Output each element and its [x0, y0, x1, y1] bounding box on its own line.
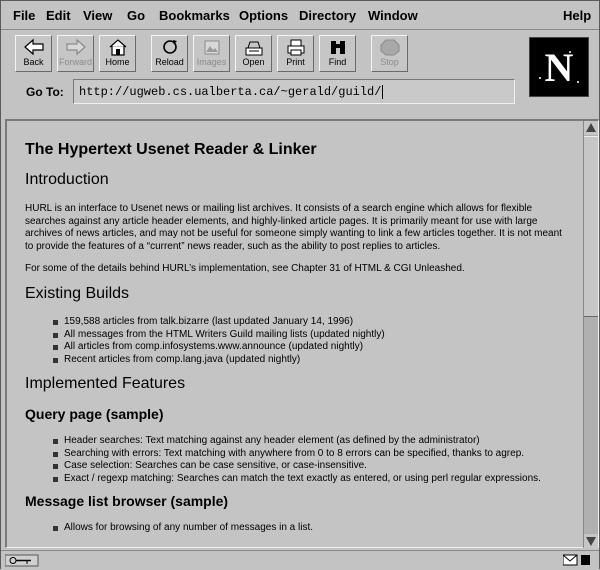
print-button[interactable] [277, 35, 314, 72]
list-item: Searching with errors: Text matching with anywhere from 0 to 8 errors can be specified, thanks to agrep. [25, 448, 541, 461]
list-item: Header searches: Text matching against any header element (as defined by the administrator) [25, 435, 541, 448]
list-item: Case selection: Searches can be case sensitive, or case-insensitive. [25, 460, 541, 473]
builds-list [25, 316, 385, 366]
reload-button[interactable] [151, 35, 188, 72]
scrollbar-thumb[interactable] [584, 136, 598, 317]
menu-help[interactable]: Help [563, 8, 592, 23]
heading-message-list-browser[interactable]: Message list browser (sample) [25, 493, 229, 509]
heading-implemented-features: Implemented Features [25, 375, 186, 392]
open-label: Open [242, 57, 265, 67]
forward-button[interactable] [57, 35, 94, 72]
printer-icon [285, 38, 307, 56]
heading-existing-builds: Existing Builds [25, 285, 130, 302]
build-item-www-announce[interactable]: All articles from comp.infosystems.www.announce (updated nightly) [25, 341, 385, 354]
images-icon [201, 38, 223, 56]
netscape-logo[interactable] [529, 37, 589, 97]
home-label: Home [105, 57, 130, 67]
query-features-list [25, 435, 541, 485]
menu-options[interactable]: Options [239, 8, 289, 23]
scroll-up-arrow-icon [584, 121, 598, 135]
status-bar [1, 550, 599, 570]
msglist-features-list [25, 522, 313, 535]
back-button[interactable] [15, 35, 52, 72]
print-label: Print [286, 57, 305, 67]
menu-window[interactable]: Window [368, 8, 418, 23]
home-icon [107, 38, 129, 56]
menu-view[interactable]: View [83, 8, 113, 23]
page-title: The Hypertext Usenet Reader & Linker [25, 141, 317, 158]
intro-paragraph-2: For some of the details behind HURL’s implementation, see Chapter 31 of HTML & CGI Unleashed. [25, 263, 465, 274]
list-item: Allows for browsing of any number of messages in a list. [25, 522, 313, 535]
scroll-down-button[interactable] [584, 534, 598, 548]
menu-bar [1, 1, 599, 30]
back-arrow-icon [23, 38, 45, 56]
build-item-talk-bizarre[interactable]: 159,588 articles from talk.bizarre (last updated January 14, 1996) [25, 316, 385, 329]
heading-query-page[interactable]: Query page (sample) [25, 406, 164, 422]
images-button[interactable] [193, 35, 230, 72]
images-label: Images [196, 57, 227, 67]
find-button[interactable] [319, 35, 356, 72]
vertical-scrollbar[interactable] [583, 121, 598, 548]
mail-icon[interactable] [563, 554, 593, 567]
netscape-logo-icon [530, 38, 588, 96]
reload-label: Reload [155, 57, 184, 67]
home-button[interactable] [99, 35, 136, 72]
stop-icon [379, 38, 401, 56]
stop-label: Stop [380, 57, 399, 67]
build-item-hwg[interactable]: All messages from the HTML Writers Guild mailing lists (updated nightly) [25, 329, 385, 342]
logo-letter: N [544, 45, 574, 90]
menu-file[interactable]: File [13, 8, 36, 23]
intro-paragraph: HURL is an interface to Usenet news or mailing list archives. It consists of a search engine which allows for flexible searches against any article header elements, and highly-linked article pages. It is primarily meant for use with large archives of news articles, and may not be useful for someone simply wanting to link a few articles together. It is not meant to provide the features of a “current” news reader, such as the ability to post replies to articles. [25, 203, 562, 252]
reload-icon [159, 38, 181, 56]
text-caret [382, 85, 383, 99]
build-item-lang-java[interactable]: Recent articles from comp.lang.java (updated nightly) [25, 354, 385, 367]
back-label: Back [23, 57, 44, 67]
open-icon [243, 38, 265, 56]
scroll-down-arrow-icon [584, 534, 598, 548]
content-area [5, 119, 599, 548]
forward-arrow-icon [65, 38, 87, 56]
security-key-icon[interactable] [5, 554, 39, 567]
menu-bookmarks[interactable]: Bookmarks [159, 8, 230, 23]
url-text: http://ugweb.cs.ualberta.ca/~gerald/guild/ [79, 85, 382, 100]
toolbar [1, 30, 599, 78]
goto-label: Go To: [26, 85, 64, 99]
menu-edit[interactable]: Edit [46, 8, 71, 23]
stop-button[interactable] [371, 35, 408, 72]
find-label: Find [328, 57, 347, 67]
list-item: Exact / regexp matching: Searches can match the text exactly as entered, or using perl regular expressions. [25, 473, 541, 486]
scroll-up-button[interactable] [584, 121, 598, 135]
binoculars-icon [327, 38, 349, 56]
menu-go[interactable]: Go [127, 8, 146, 23]
url-input[interactable] [73, 79, 515, 104]
forward-label: Forward [58, 57, 92, 67]
menu-directory[interactable]: Directory [299, 8, 357, 23]
open-button[interactable] [235, 35, 272, 72]
heading-introduction: Introduction [25, 171, 109, 188]
